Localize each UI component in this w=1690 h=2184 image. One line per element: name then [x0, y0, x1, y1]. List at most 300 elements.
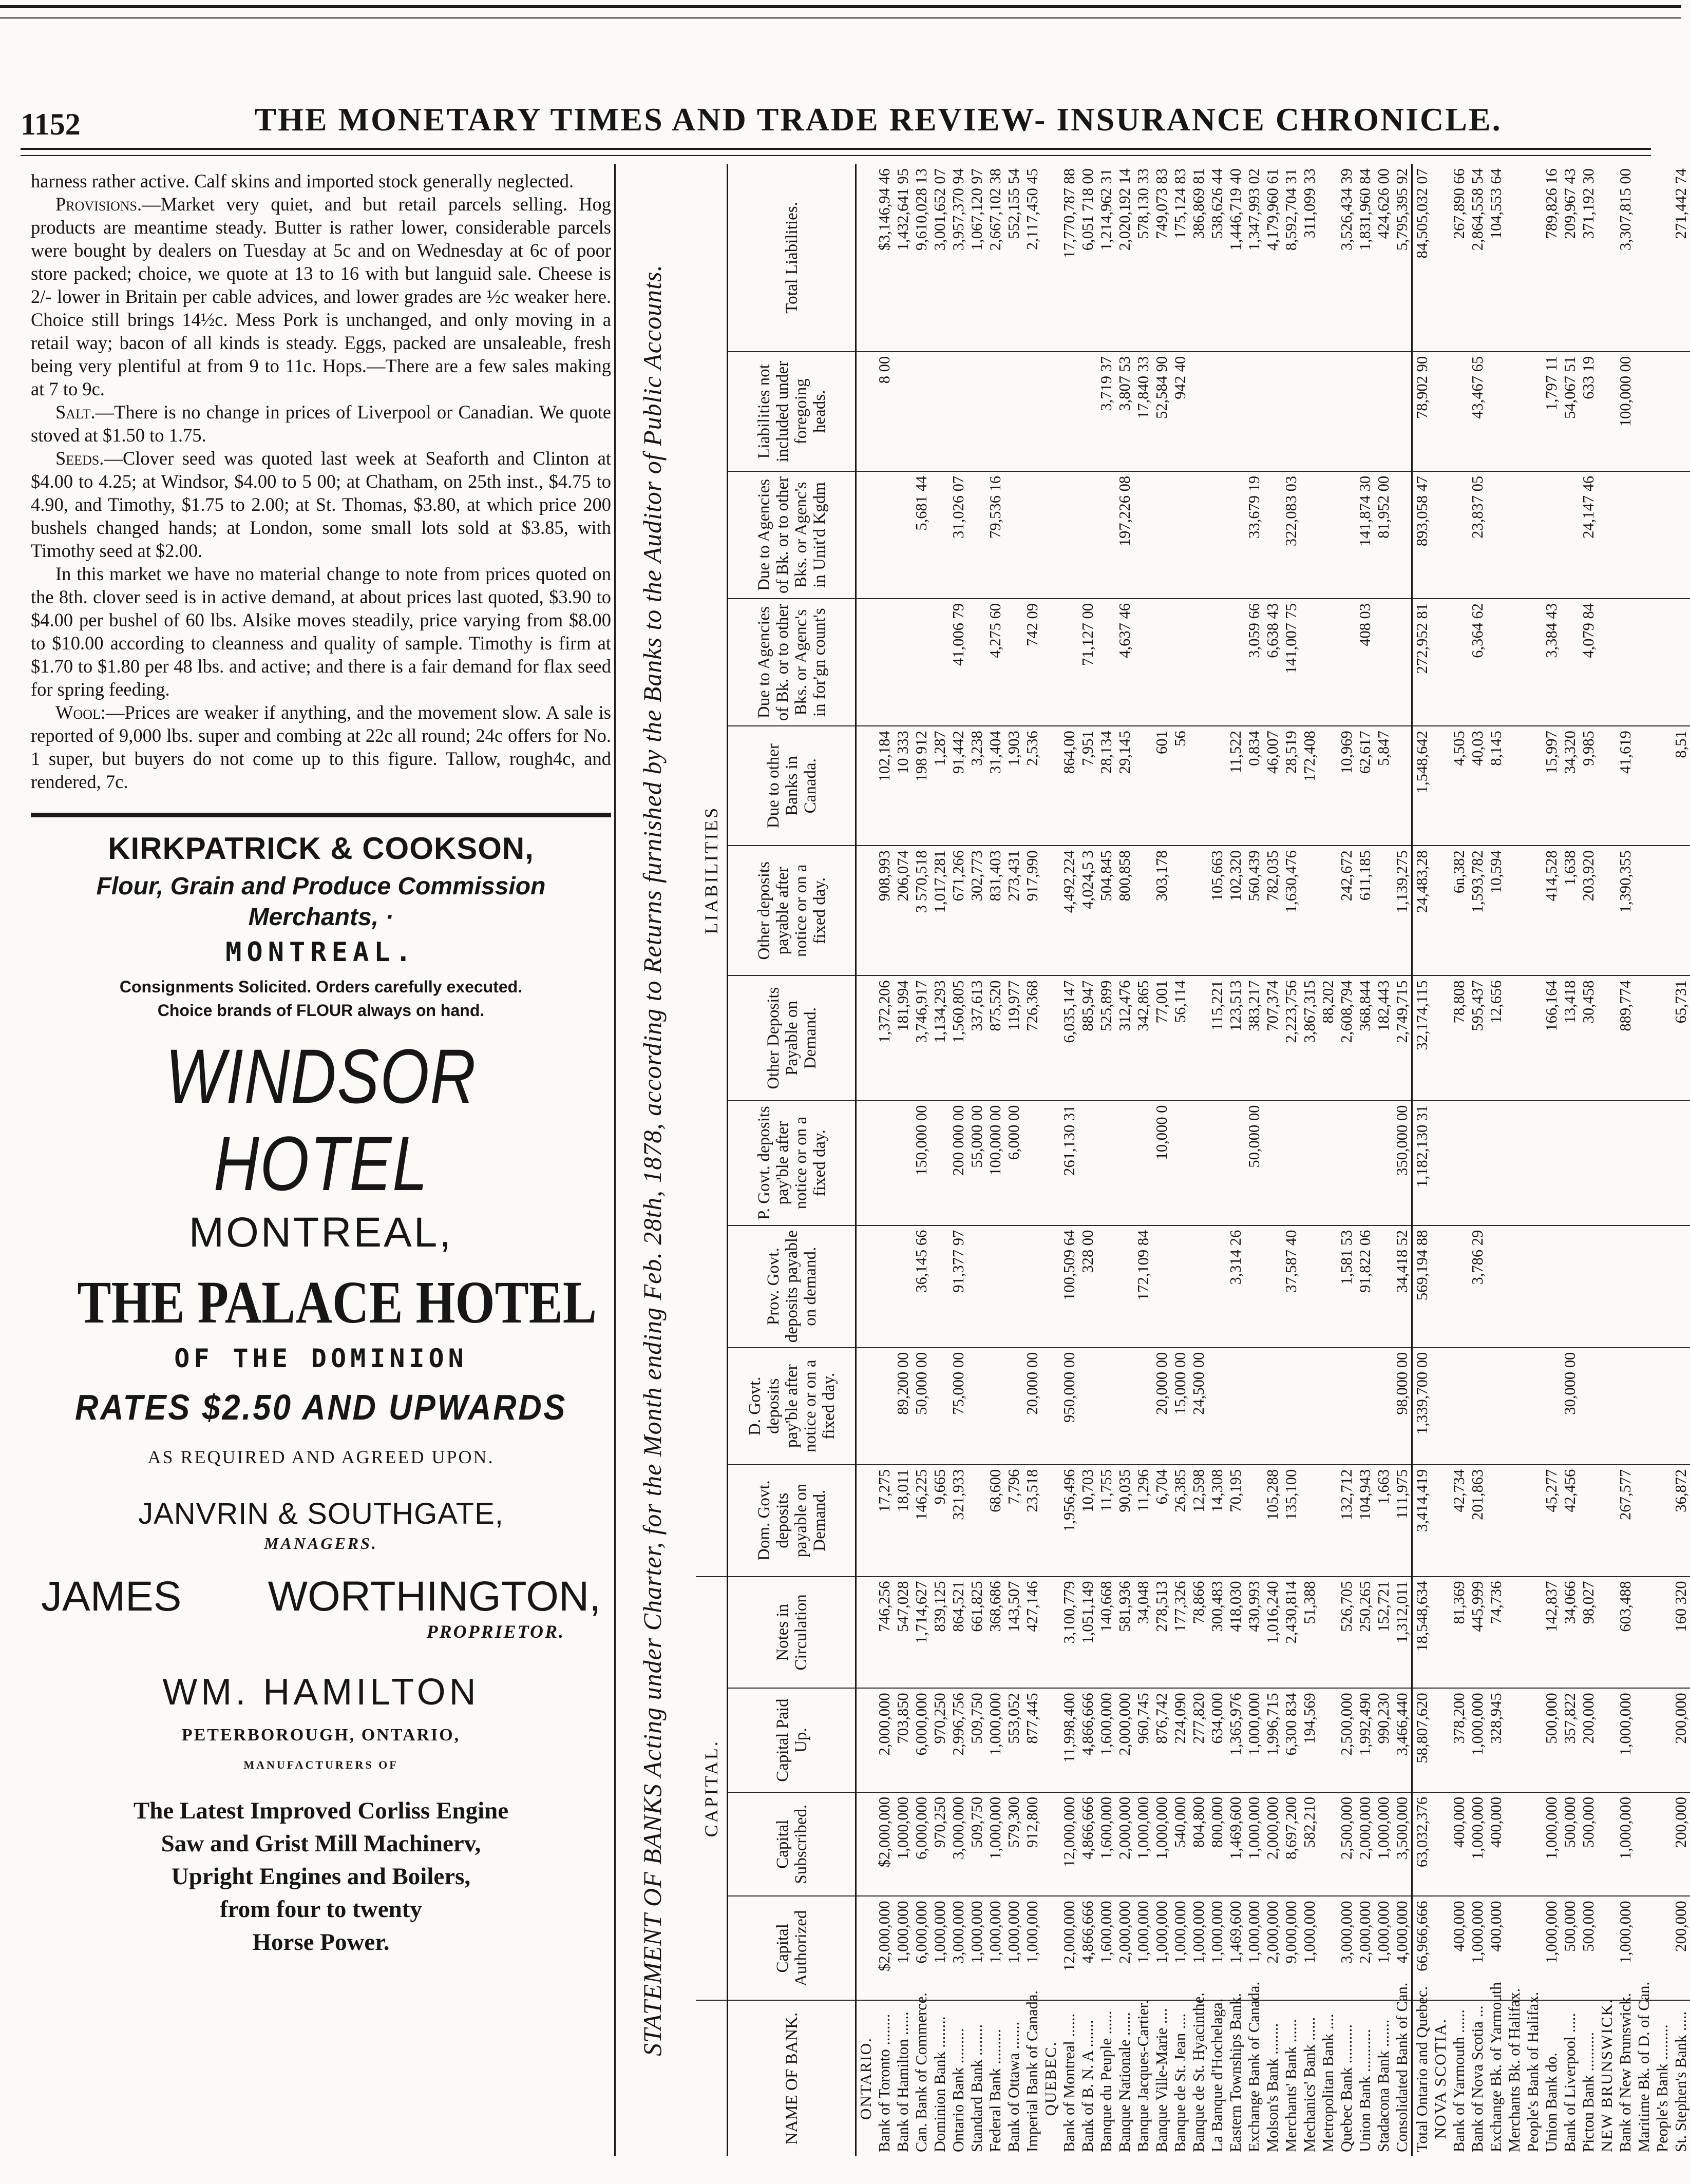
- value-cell: 509,750: [967, 1688, 986, 1792]
- empty-cell: [856, 164, 876, 352]
- empty-cell: [1431, 599, 1450, 726]
- value-cell: 200,000: [1579, 1688, 1598, 1792]
- bank-row: [1226, 164, 1245, 2156]
- value-cell: [1505, 1225, 1524, 1348]
- value-cell: 1,903: [1004, 726, 1023, 846]
- value-cell: 1,956,496: [1060, 1465, 1078, 1577]
- column-header-row: [728, 164, 856, 2156]
- value-cell: 400,000: [1487, 1792, 1505, 1896]
- value-cell: [1487, 1348, 1505, 1465]
- report-salt: [31, 400, 611, 447]
- value-cell: 595,437: [1468, 975, 1487, 1100]
- value-cell: [1524, 726, 1542, 846]
- value-cell: 445,999: [1468, 1577, 1487, 1689]
- value-cell: [1450, 471, 1468, 599]
- value-cell: [1060, 599, 1078, 726]
- value-cell: [1097, 471, 1115, 599]
- value-cell: 1,287: [931, 726, 949, 846]
- value-cell: 6,300 834: [1282, 1688, 1300, 1792]
- empty-cell: [1431, 1688, 1450, 1792]
- value-cell: 50,000 00: [1245, 1101, 1263, 1225]
- value-cell: 885,947: [1078, 975, 1097, 1100]
- value-cell: [1635, 1792, 1653, 1896]
- bank-row: [875, 164, 894, 2156]
- bank-name-cell: Imperial Bank of Canada.: [1023, 2000, 1041, 2156]
- value-cell: [1524, 1101, 1542, 1225]
- value-cell: [1579, 1225, 1598, 1348]
- value-cell: [1060, 471, 1078, 599]
- value-cell: [1524, 1465, 1542, 1577]
- value-cell: 4,492,224: [1060, 846, 1078, 975]
- empty-cell: [856, 1896, 876, 2001]
- value-cell: [1115, 1348, 1134, 1465]
- value-cell: 26,385: [1171, 1465, 1189, 1577]
- value-cell: [1337, 1101, 1356, 1225]
- value-cell: [1097, 1348, 1115, 1465]
- column-header: D. Govt. deposits pay'ble after notice or on a fixed day.: [728, 1348, 856, 1465]
- value-cell: 3,466,440: [1393, 1688, 1412, 1792]
- value-cell: 102,184: [875, 726, 894, 846]
- value-cell: 91,442: [949, 726, 967, 846]
- value-cell: 2,864,558 54: [1469, 168, 1486, 251]
- value-cell: 560,439: [1245, 846, 1263, 975]
- bank-statement: [624, 164, 1689, 2156]
- value-cell: [1171, 471, 1189, 599]
- hamilton-line-2: Saw and Grist Mill Machinerv,: [161, 1830, 481, 1857]
- value-cell: 500,000: [1579, 1896, 1598, 2001]
- hamilton-line-4: from four to twenty: [220, 1896, 422, 1923]
- value-cell: [1078, 1101, 1097, 1225]
- value-cell: [1524, 352, 1542, 471]
- bank-name-cell: Mechanics' Bank ......: [1300, 2000, 1319, 2156]
- value-cell: [1171, 1225, 1189, 1348]
- value-cell: 424,626 00: [1375, 168, 1392, 239]
- empty-cell: [1598, 726, 1616, 846]
- value-cell: 321,933: [949, 1465, 967, 1577]
- value-cell: [1672, 471, 1690, 599]
- value-cell: 2,000,000: [1263, 1896, 1282, 2001]
- value-cell: 912,800: [1023, 1792, 1041, 1896]
- value-cell: 152,721: [1374, 1577, 1393, 1689]
- value-cell: [1319, 599, 1337, 726]
- value-cell: [1374, 1225, 1393, 1348]
- value-cell: [1635, 726, 1653, 846]
- value-cell: 707,374: [1263, 975, 1282, 1100]
- value-cell: [1115, 1101, 1134, 1225]
- bank-name-cell: Banque Jacques-Cartier.: [1134, 2000, 1152, 2156]
- value-cell: 267,577: [1616, 1465, 1635, 1577]
- bank-name-cell: Pictou Bank ..........: [1579, 2000, 1598, 2156]
- value-cell: [1300, 471, 1319, 599]
- value-cell: [1505, 1101, 1524, 1225]
- value-cell: 742 09: [1023, 599, 1041, 726]
- value-cell: 302,773: [967, 846, 986, 975]
- value-cell: [1337, 352, 1356, 471]
- empty-cell: [1431, 352, 1450, 471]
- value-cell: [1374, 352, 1393, 471]
- value-cell: [1672, 846, 1690, 975]
- value-cell: 7,951: [1078, 726, 1097, 846]
- value-cell: 4,866,666: [1078, 1688, 1097, 1792]
- page-number: 1152: [21, 107, 81, 141]
- value-cell: 322,083 03: [1282, 471, 1300, 599]
- value-cell: [1319, 846, 1337, 975]
- bank-row: [1189, 164, 1208, 2156]
- value-cell: [1393, 471, 1412, 599]
- bank-row: [1337, 164, 1356, 2156]
- value-cell: 200,000: [1672, 1792, 1690, 1896]
- value-cell: 950,000 00: [1060, 1348, 1078, 1465]
- value-cell: [1653, 1792, 1672, 1896]
- value-cell: 11,522: [1226, 726, 1245, 846]
- value-cell: [1616, 599, 1635, 726]
- top-rule-thick: [0, 5, 1681, 8]
- bank-row: [1023, 164, 1041, 2156]
- value-cell: [1189, 975, 1208, 1100]
- value-cell: 8 00: [875, 352, 894, 471]
- value-cell: [1189, 599, 1208, 726]
- value-cell: 864,521: [949, 1577, 967, 1689]
- group-liabilities: LIABILITIES: [696, 164, 728, 1577]
- value-cell: [1616, 1225, 1635, 1348]
- value-cell: [1374, 1348, 1393, 1465]
- value-cell: [1487, 471, 1505, 599]
- value-cell: 8,697,200: [1282, 1792, 1300, 1896]
- value-cell: 2,608,794: [1337, 975, 1356, 1100]
- value-cell: 1,000,000: [1134, 1792, 1152, 1896]
- value-cell: 3,807 53: [1115, 352, 1134, 471]
- value-cell: [1450, 1101, 1468, 1225]
- value-cell: [1356, 1348, 1374, 1465]
- value-cell: 876,742: [1152, 1688, 1171, 1792]
- empty-cell: [1431, 1577, 1450, 1689]
- value-cell: [1263, 1225, 1282, 1348]
- bank-row: [1245, 164, 1263, 2156]
- value-cell: 6,035,147: [1060, 975, 1078, 1100]
- value-cell: 34,320: [1561, 726, 1579, 846]
- value-cell: [1208, 726, 1226, 846]
- value-cell: [1505, 471, 1524, 599]
- column-header: Dom. Govt. deposits payable on Demand.: [728, 1465, 856, 1577]
- value-cell: [1487, 1101, 1505, 1225]
- section-label: NEW BRUNSWICK.: [1598, 2000, 1616, 2156]
- hamilton-line-1: The Latest Improved Corliss Engine: [133, 1797, 509, 1824]
- value-cell: [1579, 1465, 1598, 1577]
- value-cell: [1505, 164, 1524, 352]
- left-column: [31, 169, 611, 2146]
- value-cell: 3,719 37: [1097, 352, 1115, 471]
- value-cell: [1635, 1225, 1653, 1348]
- value-cell: 33,679 19: [1245, 471, 1263, 599]
- value-cell: 875,520: [986, 975, 1004, 1100]
- value-cell: 32,174,115: [1412, 975, 1432, 1100]
- value-cell: 1,000,000: [1542, 1896, 1561, 2001]
- value-cell: 889,774: [1616, 975, 1635, 1100]
- value-cell: [1616, 1348, 1635, 1465]
- value-cell: 56,114: [1171, 975, 1189, 1100]
- value-cell: 538,626 44: [1208, 168, 1226, 239]
- value-cell: [1505, 1792, 1524, 1896]
- value-cell: 1,663: [1374, 1465, 1393, 1577]
- empty-cell: [1431, 1792, 1450, 1896]
- bank-name-cell: Merchants Bk. of Halifax.: [1505, 2000, 1524, 2156]
- hamilton-name: WM. HAMILTON: [162, 1672, 480, 1713]
- palace-hotel-managers: JANVRIN & SOUTHGATE,: [138, 1497, 504, 1530]
- value-cell: 6,000,000: [912, 1688, 931, 1792]
- value-cell: 74,736: [1487, 1577, 1505, 1689]
- value-cell: [1171, 599, 1189, 726]
- empty-cell: [856, 1688, 876, 1792]
- value-cell: [1226, 1348, 1245, 1465]
- empty-cell: [1041, 726, 1060, 846]
- value-cell: [1672, 1225, 1690, 1348]
- value-cell: 1,000,000: [1374, 1896, 1393, 2001]
- palace-hotel-proprietor: [31, 1573, 611, 1621]
- value-cell: 661,825: [967, 1577, 986, 1689]
- value-cell: 579,300: [1004, 1792, 1023, 1896]
- value-cell: [931, 471, 949, 599]
- value-cell: [1450, 599, 1468, 726]
- value-cell: 893,058 47: [1412, 471, 1432, 599]
- value-cell: 1,714,627: [912, 1577, 931, 1689]
- wm-hamilton-ad: [31, 1671, 611, 1959]
- value-cell: [1561, 1225, 1579, 1348]
- column-header: Capital Paid Up.: [728, 1688, 856, 1792]
- value-cell: [1505, 846, 1524, 975]
- group-capital: CAPITAL.: [696, 1577, 728, 2001]
- value-cell: [1561, 599, 1579, 726]
- value-cell: 278,513: [1152, 1577, 1171, 1689]
- value-cell: 24,483,28: [1412, 846, 1432, 975]
- value-cell: 81,369: [1450, 1577, 1468, 1689]
- value-cell: 242,672: [1337, 846, 1356, 975]
- value-cell: 3,867,315: [1300, 975, 1319, 1100]
- value-cell: 10 333: [894, 726, 912, 846]
- value-cell: 877,445: [1023, 1688, 1041, 1792]
- empty-cell: [856, 975, 876, 1100]
- empty-cell: [1598, 471, 1616, 599]
- value-cell: 12,000,000: [1060, 1792, 1078, 1896]
- empty-cell: [1041, 471, 1060, 599]
- head-rule-2: [21, 155, 1651, 156]
- value-cell: 782,035: [1263, 846, 1282, 975]
- value-cell: 1,067,120 97: [968, 168, 985, 251]
- bank-row: [1263, 164, 1282, 2156]
- value-cell: 1,600,000: [1097, 1896, 1115, 2001]
- bank-row: [1450, 164, 1468, 2156]
- value-cell: [967, 1225, 986, 1348]
- value-cell: 1,996,715: [1263, 1688, 1282, 1792]
- value-cell: [1653, 599, 1672, 726]
- value-cell: 400,000: [1487, 1896, 1505, 2001]
- value-cell: 68,600: [986, 1465, 1004, 1577]
- value-cell: 408 03: [1356, 599, 1374, 726]
- bank-name-cell: Banque du Peuple ......: [1097, 2000, 1115, 2156]
- value-cell: 540,000: [1171, 1792, 1189, 1896]
- value-cell: [1319, 1577, 1337, 1689]
- top-rule-thin: [0, 17, 1681, 18]
- value-cell: [1561, 471, 1579, 599]
- value-cell: 90,035: [1115, 1465, 1134, 1577]
- value-cell: 18,011: [894, 1465, 912, 1577]
- value-cell: [1300, 1465, 1319, 1577]
- value-cell: [1653, 1101, 1672, 1225]
- kc-note-2: Choice brands of FLOUR always on hand.: [157, 1001, 485, 1020]
- value-cell: 3,000,000: [949, 1896, 967, 2001]
- empty-cell: [1041, 1225, 1060, 1348]
- bank-name-cell: Bank of B. N. A .......: [1078, 2000, 1097, 2156]
- value-cell: 54,067 51: [1561, 352, 1579, 471]
- value-cell: 8,145: [1487, 726, 1505, 846]
- value-cell: 2,000,000: [1115, 1792, 1134, 1896]
- value-cell: $2,000,000: [875, 1896, 894, 2001]
- value-cell: [1245, 352, 1263, 471]
- value-cell: 34,048: [1134, 1577, 1152, 1689]
- value-cell: 3,238: [967, 726, 986, 846]
- value-cell: 4,179,960 61: [1264, 168, 1281, 251]
- value-cell: 23,518: [1023, 1465, 1041, 1577]
- column-header: NAME OF BANK.: [728, 2000, 856, 2156]
- value-cell: 430,993: [1245, 1577, 1263, 1689]
- bank-row: [1616, 164, 1635, 2156]
- value-cell: [1189, 846, 1208, 975]
- bank-row: [1653, 164, 1672, 2156]
- value-cell: 1,446,719 40: [1227, 168, 1244, 251]
- value-cell: 250,265: [1356, 1577, 1374, 1689]
- value-cell: 2,000,000: [1115, 1896, 1134, 2001]
- statement-title: STATEMENT OF BANKS Acting under Charter, for the Month ending Feb. 28th, 1878, according to Returns furnished by the Banks to the Auditor of Public Accounts.: [638, 264, 667, 2057]
- value-cell: 300,483: [1208, 1577, 1226, 1689]
- palace-hotel-sub: OF THE DOMINION: [174, 1344, 468, 1373]
- value-cell: 36,872: [1672, 1465, 1690, 1577]
- bank-name-cell: Total Ontario and Quebec.: [1412, 2000, 1432, 2156]
- value-cell: 3,000,000: [1337, 1896, 1356, 2001]
- value-cell: 71,127 00: [1078, 599, 1097, 726]
- empty-cell: [1431, 1896, 1450, 2001]
- value-cell: 65,731: [1672, 975, 1690, 1100]
- value-cell: [875, 1225, 894, 1348]
- bank-row: [1097, 164, 1115, 2156]
- bank-name-cell: Banque Nationale ......: [1115, 2000, 1134, 2156]
- value-cell: [1635, 1101, 1653, 1225]
- value-cell: 181,994: [894, 975, 912, 1100]
- bank-row: [1374, 164, 1393, 2156]
- value-cell: 378,200: [1450, 1688, 1468, 1792]
- value-cell: 970,250: [931, 1688, 949, 1792]
- empty-cell: [1431, 1465, 1450, 1577]
- empty-cell: [1041, 164, 1060, 352]
- value-cell: [1616, 1101, 1635, 1225]
- seeds-text: —Clover seed was quoted last week at Seaforth and Clinton at $4.00 to 4.25; at Windsor, $4.00 to 5 00; at Chatham, on 25th inst., $4.75 to 4.90, and Timothy, $1.75 to 2.00; at St. Thomas, $3.80, at which price 200 bushels changed hands; at London, some small lots sold at $3.85, with Timothy seed at $2.00.: [31, 448, 611, 561]
- value-cell: 4,275 60: [986, 599, 1004, 726]
- empty-cell: [1431, 164, 1450, 352]
- value-cell: 3,526,434 39: [1338, 168, 1355, 251]
- value-cell: [1653, 1896, 1672, 2001]
- value-cell: 371,192 30: [1580, 168, 1597, 239]
- bank-name-cell: La Banque d'Hochelaga.: [1208, 2000, 1226, 2156]
- empty-cell: [1041, 1101, 1060, 1225]
- value-cell: [1004, 1348, 1023, 1465]
- value-cell: [1300, 1348, 1319, 1465]
- value-cell: [1524, 1225, 1542, 1348]
- value-cell: 37,587 40: [1282, 1225, 1300, 1348]
- value-cell: [1542, 1225, 1561, 1348]
- value-cell: 4,079 84: [1579, 599, 1598, 726]
- value-cell: [1097, 1101, 1115, 1225]
- value-cell: [1171, 846, 1189, 975]
- value-cell: 1,992,490: [1356, 1688, 1374, 1792]
- value-cell: 91,377 97: [949, 1225, 967, 1348]
- value-cell: [1097, 599, 1115, 726]
- bank-row: [1542, 164, 1561, 2156]
- empty-cell: [1598, 975, 1616, 1100]
- bank-row: [931, 164, 949, 2156]
- value-cell: 1,000,000: [1468, 1792, 1487, 1896]
- value-cell: 1,000,000: [986, 1688, 1004, 1792]
- value-cell: [1226, 1101, 1245, 1225]
- column-header: Capital Subscribed.: [728, 1792, 856, 1896]
- value-cell: [1300, 1101, 1319, 1225]
- value-cell: 24,500 00: [1189, 1348, 1208, 1465]
- proprietor-title: PROPRIETOR.: [426, 1621, 565, 1642]
- value-cell: 839,125: [931, 1577, 949, 1689]
- value-cell: [1393, 599, 1412, 726]
- provisions-text: —Market very quiet, and but retail parcels selling. Hog products are meantime steady. Butter is rather lower, considerable parcels were bought by dealers on Tuesday at 5c and on Wednesday at 6c of poor store packed; choice, we quote at 13 to 16 with but languid sale. Cheese is 2/- lower in Britain per cable advices, and lower grades are ½c weaker here. Choice still brings 14½c. Mess Pork is unchanged, and only moving in a retail way; bacon of all kinds is steady. Eggs, packed are unsaleable, fresh being very plentiful at from 9 to 11c. Hops.—There are a few sales making at 7 to 9c.: [31, 194, 611, 399]
- value-cell: 328 00: [1078, 1225, 1097, 1348]
- value-cell: 3,100,779: [1060, 1577, 1078, 1689]
- value-cell: 50,000 00: [912, 1348, 931, 1465]
- windsor-hotel-name: WINDSOR HOTEL: [165, 1033, 477, 1206]
- value-cell: 1,051,149: [1078, 1577, 1097, 1689]
- value-cell: 368,686: [986, 1577, 1004, 1689]
- bank-row: [1487, 164, 1505, 2156]
- value-cell: [894, 599, 912, 726]
- bank-row: [1300, 164, 1319, 2156]
- empty-cell: [1431, 975, 1450, 1100]
- value-cell: 166,164: [1542, 975, 1561, 1100]
- value-cell: 23,837 05: [1468, 471, 1487, 599]
- value-cell: 100,509 64: [1060, 1225, 1078, 1348]
- value-cell: [1078, 352, 1097, 471]
- value-cell: 29,145: [1115, 726, 1134, 846]
- palace-hotel-managers-title: MANAGERS.: [264, 1534, 378, 1553]
- value-cell: [875, 471, 894, 599]
- value-cell: 1,016,240: [1263, 1577, 1282, 1689]
- value-cell: [1542, 1348, 1561, 1465]
- value-cell: 1,000,000: [1004, 1896, 1023, 2001]
- value-cell: 6n,382: [1450, 846, 1468, 975]
- value-cell: 414,528: [1542, 846, 1561, 975]
- value-cell: 990,230: [1374, 1688, 1393, 1792]
- value-cell: 1,000,000: [1468, 1896, 1487, 2001]
- value-cell: 31,026 07: [949, 471, 967, 599]
- value-cell: 13,418: [1561, 975, 1579, 1100]
- bank-row: [967, 164, 986, 2156]
- value-cell: 273,431: [1004, 846, 1023, 975]
- value-cell: 1,000,000: [1468, 1688, 1487, 1792]
- value-cell: 1,000,000: [967, 1896, 986, 2001]
- provisions-heading: Provisions.: [55, 194, 142, 215]
- value-cell: 4,024,5 3: [1078, 846, 1097, 975]
- bank-name-cell: Bank of Nova Scotia ...: [1468, 2000, 1487, 2156]
- value-cell: 36,145 66: [912, 1225, 931, 1348]
- value-cell: 0,834: [1245, 726, 1263, 846]
- palace-hotel-rates: RATES $2.50 AND UPWARDS: [75, 1387, 567, 1427]
- value-cell: [931, 352, 949, 471]
- value-cell: 383,217: [1245, 975, 1263, 1100]
- value-cell: [1078, 1348, 1097, 1465]
- hamilton-products: [31, 1794, 611, 1959]
